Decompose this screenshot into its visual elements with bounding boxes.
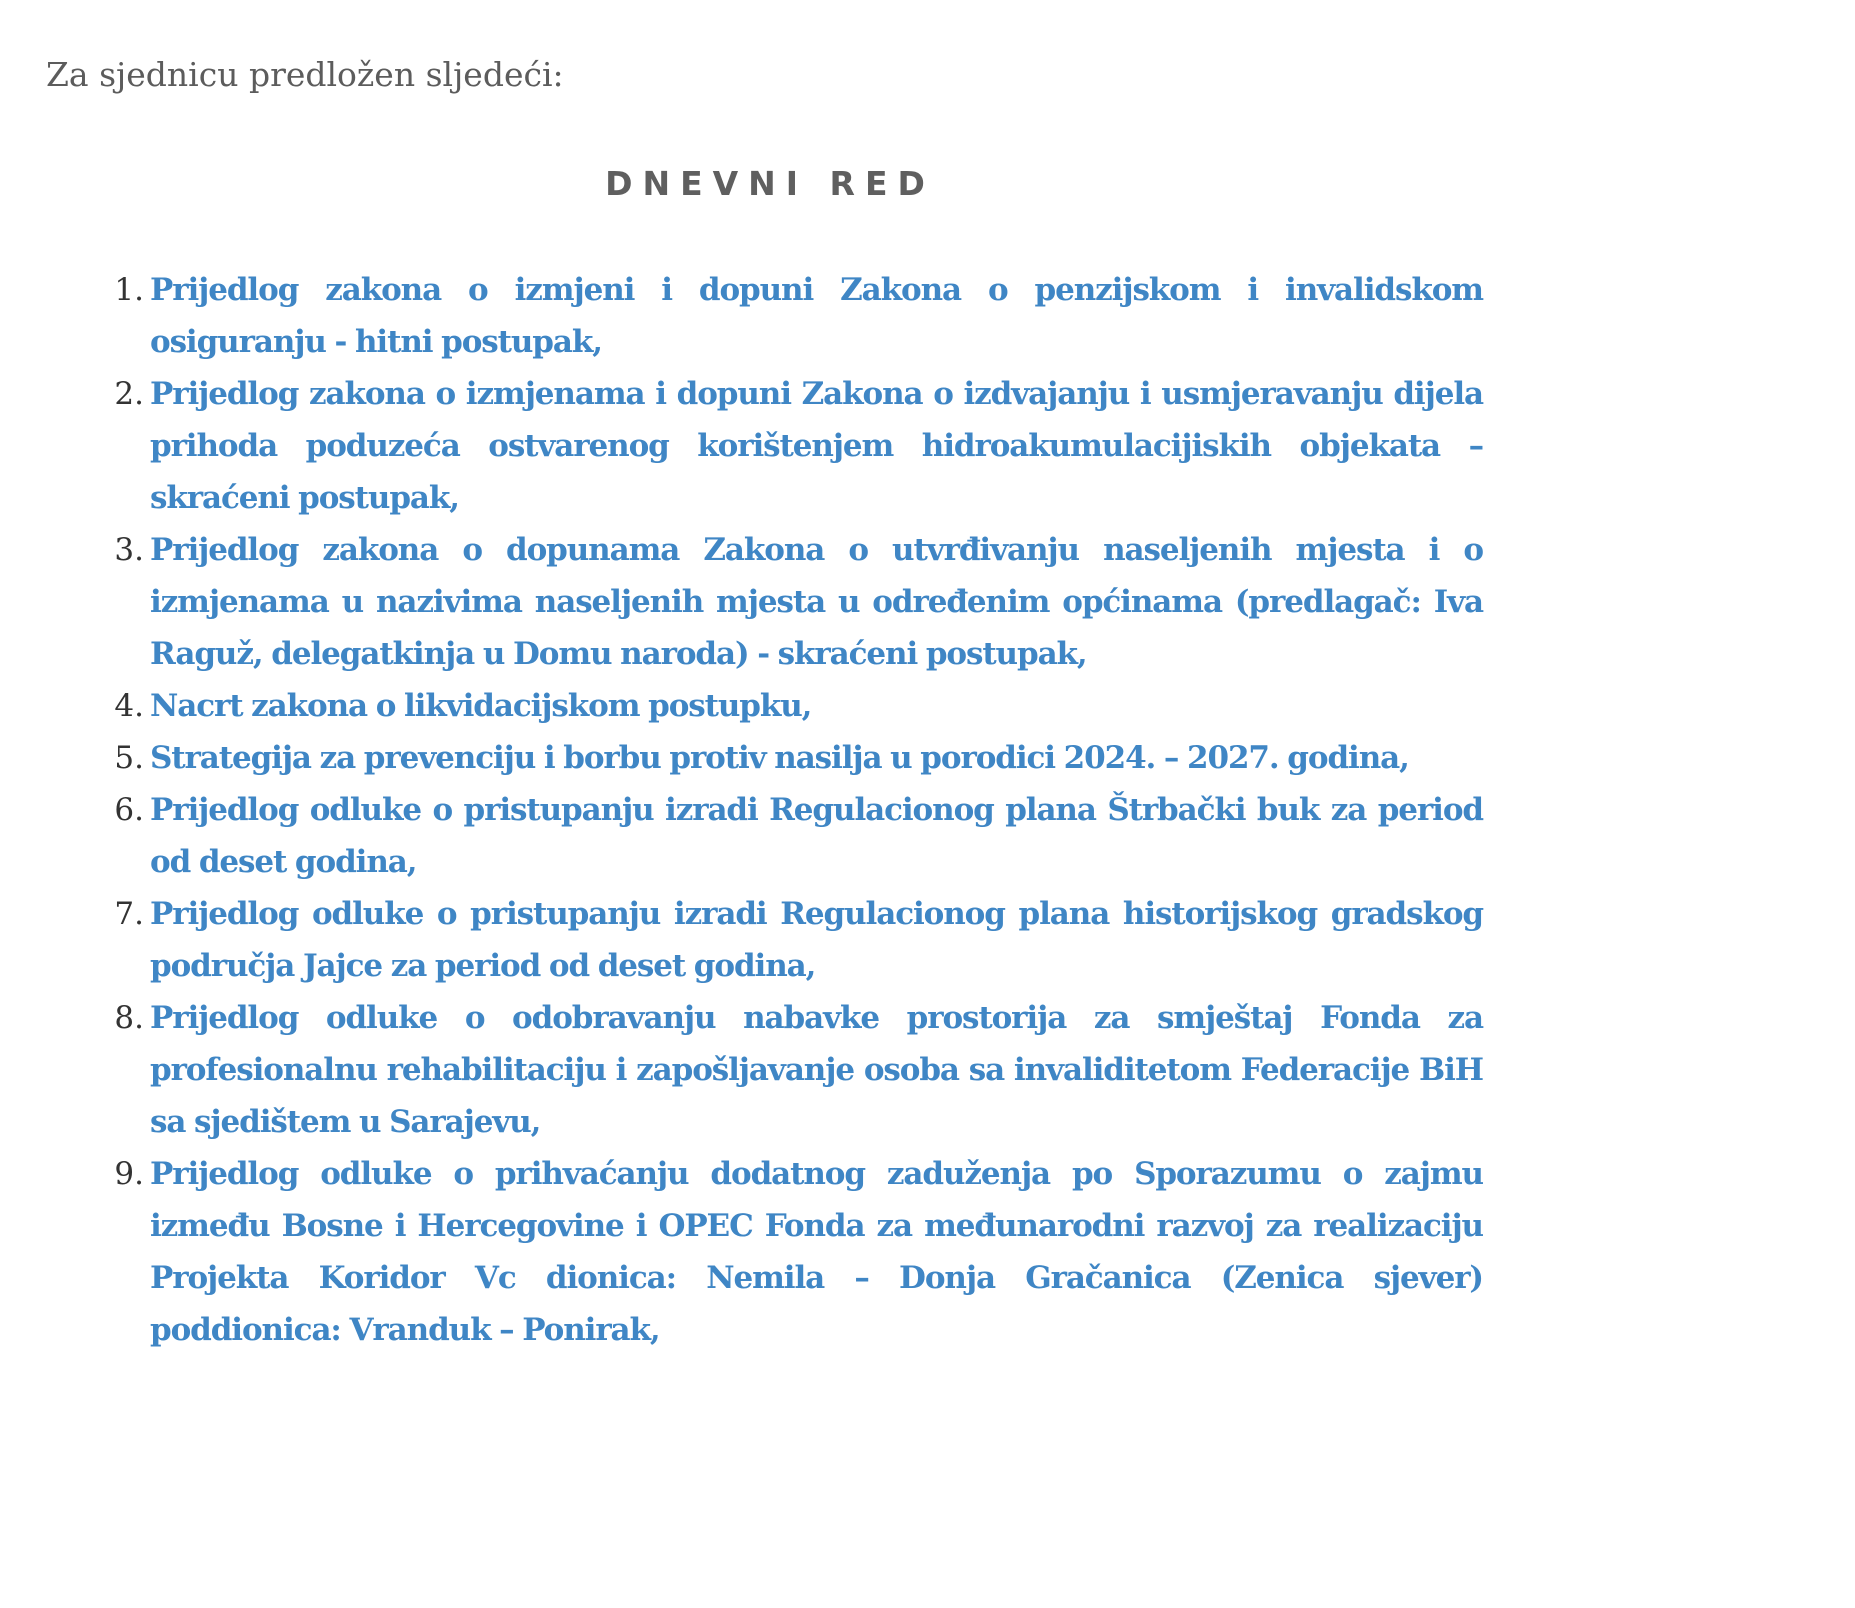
item-number: 1. [114, 272, 144, 308]
agenda-item [0, 368, 1483, 524]
agenda-item-link[interactable]: Prijedlog odluke o odobravanju nabavke prostorija za smještaj Fonda za profesionalnu rehabilitaciju i zapošljavanje osoba sa invaliditetom Federacije BiH sa sjedištem u Sarajevu, [150, 1000, 1483, 1140]
agenda-item-link[interactable]: Prijedlog odluke o pristupanju izradi Regulacionog plana Štrbački buk za period od deset godina, [150, 792, 1483, 880]
item-number: 8. [114, 1000, 144, 1036]
agenda-item [0, 264, 1483, 368]
item-number: 7. [114, 896, 144, 932]
agenda-item [0, 1148, 1483, 1356]
agenda-item [0, 524, 1483, 680]
item-number: 4. [114, 688, 144, 724]
item-number: 6. [114, 792, 144, 828]
item-number: 9. [114, 1156, 144, 1192]
agenda-item-link[interactable]: Strategija za prevenciju i borbu protiv nasilja u porodici 2024. – 2027. godina, [150, 740, 1409, 776]
intro-text: Za sjednicu predložen sljedeći: [46, 55, 564, 94]
agenda-item-link[interactable]: Nacrt zakona o likvidacijskom postupku, [150, 688, 812, 724]
agenda-item-link[interactable]: Prijedlog odluke o prihvaćanju dodatnog zaduženja po Sporazumu o zajmu između Bosne i Hercegovine i OPEC Fonda za međunarodni razvoj za realizaciju Projekta Koridor Vc dionica: Nemila – Donja Gračanica (Zenica sjever) poddionica: Vranduk – Ponirak, [150, 1156, 1483, 1348]
agenda-item-link[interactable]: Prijedlog zakona o dopunama Zakona o utvrđivanju naseljenih mjesta i o izmjenama u nazivima naseljenih mjesta u određenim općinama (predlagač: Iva Raguž, delegatkinja u Domu naroda) - skraćeni postupak, [150, 532, 1483, 672]
agenda-item [0, 680, 1483, 732]
agenda-item [0, 732, 1483, 784]
agenda-item-link[interactable]: Prijedlog odluke o pristupanju izradi Regulacionog plana historijskog gradskog područja Jajce za period od deset godina, [150, 896, 1483, 984]
agenda-item [0, 888, 1483, 992]
agenda-heading: DNEVNI RED [605, 164, 935, 203]
agenda-item-link[interactable]: Prijedlog zakona o izmjenama i dopuni Zakona o izdvajanju i usmjeravanju dijela prihoda poduzeća ostvarenog korištenjem hidroakumulacijiskih objekata – skraćeni postupak, [150, 376, 1483, 516]
agenda-item-link[interactable]: Prijedlog zakona o izmjeni i dopuni Zakona o penzijskom i invalidskom osiguranju - hitni postupak, [150, 272, 1483, 360]
item-number: 3. [114, 532, 144, 568]
agenda-item [0, 992, 1483, 1148]
agenda-item [0, 784, 1483, 888]
agenda-list [0, 264, 1568, 1356]
item-number: 5. [114, 740, 144, 776]
item-number: 2. [114, 376, 144, 412]
